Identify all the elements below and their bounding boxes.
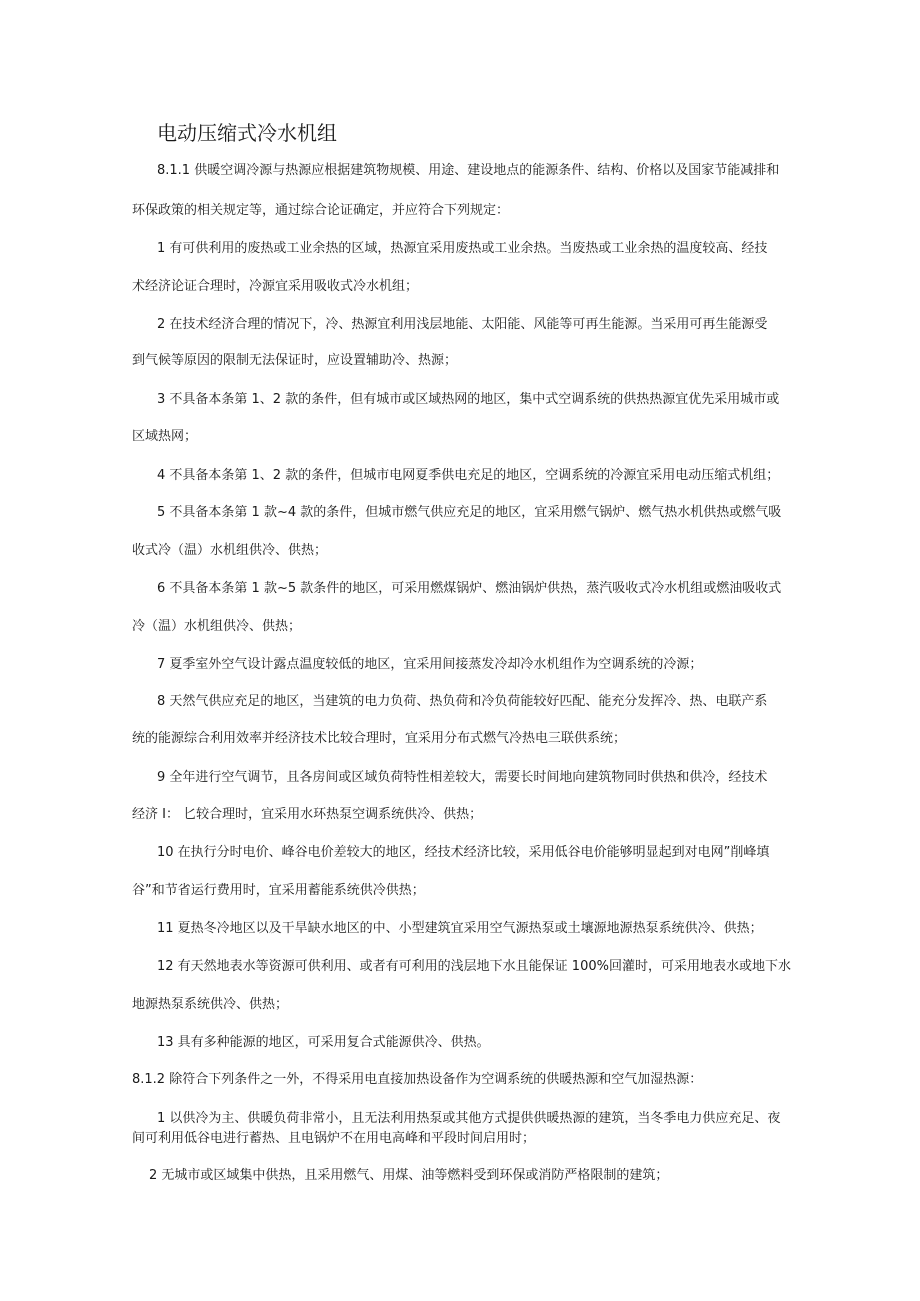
item-12-line-1: 12 有天然地表水等资源可供利用、或者有可利用的浅层地下水且能保证 100%回灌时，可采用地表水或地下水: [157, 959, 791, 974]
clause-8-1-1-line-2: 环保政策的相关规定等，通过综合论证确定，并应符合下列规定：: [132, 203, 510, 218]
item-7-line-1: 7 夏季室外空气设计露点温度较低的地区，宜采用间接蒸发冷却冷水机组作为空调系统的冷源；: [157, 657, 703, 672]
item-4-line-1: 4 不具备本条第 1、2 款的条件，但城市电网夏季供电充足的地区，空调系统的冷源宜采用电动压缩式机组；: [157, 468, 780, 483]
item-6-line-1: 6 不具备本条第 1 款~5 款条件的地区，可采用燃煤锅炉、燃油锅炉供热，蒸汽吸收式冷水机组或燃油吸收式: [157, 581, 782, 596]
clause-8-1-1-line-1: 8.1.1 供暖空调冷源与热源应根据建筑物规模、用途、建设地点的能源条件、结构、价格以及国家节能减排和: [157, 163, 780, 178]
sub-item-2-line-1: 2 无城市或区域集中供热，且采用燃气、用煤、油等燃料受到环保或消防严格限制的建筑；: [149, 1168, 669, 1183]
item-2-line-2: 到气候等原因的限制无法保证时，应设置辅助冷、热源；: [132, 353, 458, 368]
page-title: 电动压缩式冷水机组: [157, 121, 337, 145]
item-9-line-1: 9 全年进行空气调节，且各房间或区域负荷特性相差较大，需要长时间地向建筑物同时供热和供冷，经技术: [157, 770, 768, 785]
item-3-line-1: 3 不具备本条第 1、2 款的条件，但有城市或区域热网的地区，集中式空调系统的供热热源宜优先采用城市或: [157, 392, 780, 407]
item-10-line-1: 10 在执行分时电价、峰谷电价差较大的地区，经技术经济比较，采用低谷电价能够明显起到对电网”削峰填: [157, 845, 770, 860]
item-6-line-2: 冷（温）水机组供冷、供热；: [132, 619, 302, 634]
item-11-line-1: 11 夏热冬冷地区以及干旱缺水地区的中、小型建筑宜采用空气源热泵或土壤源地源热泵系统供冷、供热；: [157, 921, 763, 936]
clause-8-1-2-line-1: 8.1.2 除符合下列条件之一外，不得采用电直接加热设备作为空调系统的供暖热源和空气加湿热源：: [132, 1072, 703, 1087]
item-1-line-2: 术经济论证合理时，冷源宜采用吸收式冷水机组；: [132, 279, 419, 294]
item-10-line-2: 谷”和节省运行费用时，宜采用蓄能系统供冷供热；: [132, 883, 425, 898]
item-3-line-2: 区域热网；: [132, 429, 198, 444]
item-8-line-1: 8 天然气供应充足的地区，当建筑的电力负荷、热负荷和冷负荷能较好匹配、能充分发挥冷、热、电联产系: [157, 694, 768, 709]
sub-item-1-line-1: 1 以供冷为主、供暖负荷非常小，且无法利用热泵或其他方式提供供暖热源的建筑，当冬季电力供应充足、夜: [157, 1111, 781, 1126]
item-13-line-1: 13 具有多种能源的地区，可采用复合式能源供冷、供热。: [157, 1035, 490, 1050]
item-1-line-1: 1 有可供利用的废热或工业余热的区域，热源宜采用废热或工业余热。当废热或工业余热的温度较高、经技: [157, 241, 768, 256]
item-8-line-2: 统的能源综合利用效率并经济技术比较合理时，宜采用分布式燃气冷热电三联供系统；: [132, 731, 627, 746]
item-12-line-2: 地源热泵系统供冷、供热；: [132, 997, 289, 1012]
item-2-line-1: 2 在技术经济合理的情况下，冷、热源宜利用浅层地能、太阳能、风能等可再生能源。当采用可再生能源受: [157, 317, 768, 332]
item-5-line-2: 收式冷（温）水机组供冷、供热；: [132, 543, 328, 558]
item-9-line-2: 经济 I： 匕较合理时，宜采用水环热泵空调系统供冷、供热；: [132, 807, 483, 822]
sub-item-1-line-2: 间可利用低谷电进行蓄热、且电锅炉不在用电高峰和平段时间启用时；: [132, 1131, 536, 1146]
item-5-line-1: 5 不具备本条第 1 款~4 款的条件，但城市燃气供应充足的地区，宜采用燃气锅炉、燃气热水机供热或燃气吸: [157, 505, 782, 520]
